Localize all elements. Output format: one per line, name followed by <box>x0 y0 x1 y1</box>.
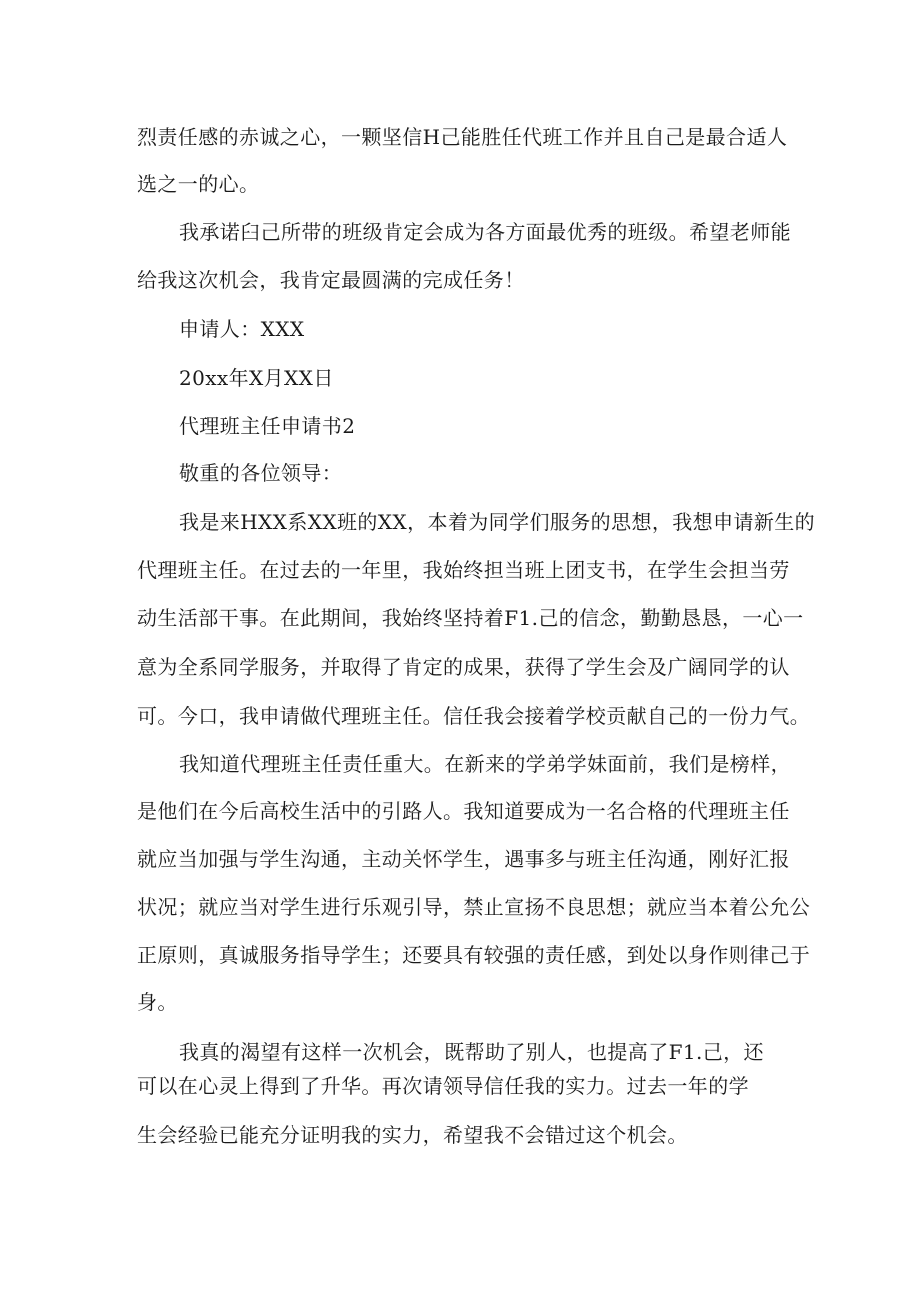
paragraph-line: 状况；就应当对学生进行乐观引导，禁止宣扬不良思想；就应当本着公允公 <box>137 895 811 919</box>
paragraph-line: 身。 <box>137 990 178 1014</box>
salutation: 敬重的各位领导： <box>179 461 343 485</box>
paragraph-line: 生会经验已能充分证明我的实力，希望我不会错过这个机会。 <box>137 1123 688 1147</box>
paragraph-line: 烈责任感的赤诚之心，一颗坚信H己能胜任代班工作并且自己是最合适人 <box>137 125 788 149</box>
paragraph-line: 选之一的心。 <box>137 172 260 196</box>
applicant-line: 申请人：XXX <box>179 317 305 341</box>
paragraph-line: 正原则，真诚服务指导学生；还要具有较强的责任感，到处以身作则律己于 <box>137 943 811 967</box>
date-line: 20xx年X月XX日 <box>179 366 334 390</box>
section-title: 代理班主任申请书2 <box>179 414 356 438</box>
paragraph-line: 是他们在今后高校生活中的引路人。我知道要成为一名合格的代理班主任 <box>137 799 790 823</box>
paragraph-line: 代理班主任。在过去的一年里，我始终担当班上团支书，在学生会担当劳 <box>137 558 790 582</box>
paragraph-line: 动生活部干事。在此期间，我始终坚持着F1.己的信念，勤勤恳恳，一心一 <box>137 606 804 630</box>
paragraph-line: 就应当加强与学生沟通，主动关怀学生，遇事多与班主任沟通，刚好汇报 <box>137 847 790 871</box>
paragraph-line: 意为全系同学服务，并取得了肯定的成果，获得了学生会及广阔同学的认 <box>137 655 790 679</box>
paragraph-line: 我真的渴望有这样一次机会，既帮助了别人，也提高了F1.己，还 <box>179 1040 764 1064</box>
paragraph-line: 可。今口，我申请做代理班主任。信任我会接着学校贡献自己的一份力气。 <box>137 704 811 728</box>
paragraph-line: 我是来HXX系XX班的XX，本着为同学们服务的思想，我想申请新生的 <box>179 510 816 534</box>
paragraph-line: 我承诺臼己所带的班级肯定会成为各方面最优秀的班级。希望老师能 <box>179 220 791 244</box>
paragraph-line: 我知道代理班主任责任重大。在新来的学弟学妹面前，我们是榜样， <box>179 752 791 776</box>
paragraph-line: 可以在心灵上得到了升华。再次请领导信任我的实力。过去一年的学 <box>137 1074 749 1098</box>
paragraph-line: 给我这次机会，我肯定最圆满的完成任务！ <box>137 268 525 292</box>
